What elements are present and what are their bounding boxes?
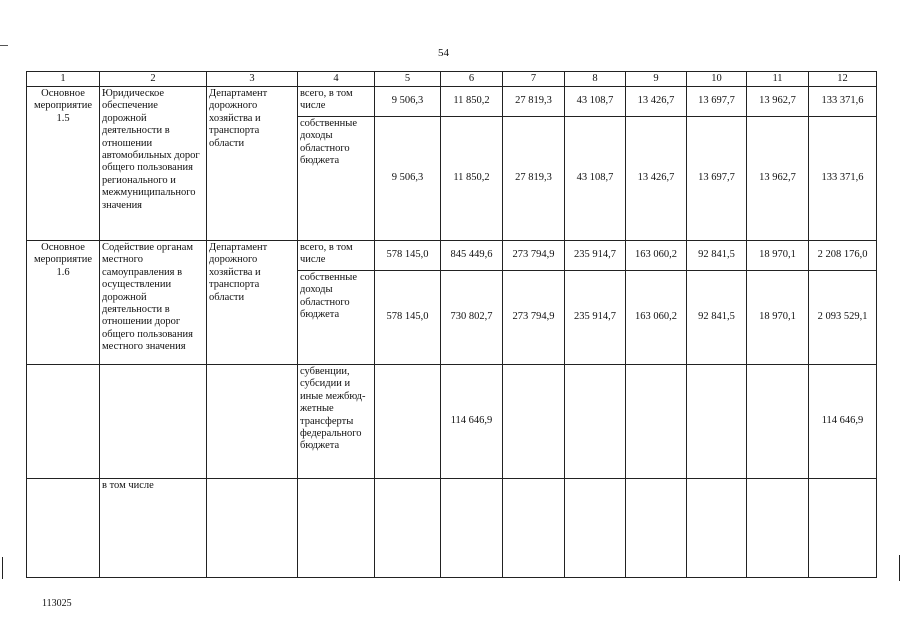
value-cell: 114 646,9 — [809, 365, 877, 479]
value-cell — [375, 365, 441, 479]
executor-cell: Департамент дорожного хозяйства и транспорта области — [207, 87, 298, 241]
value-cell: 18 970,1 — [747, 241, 809, 271]
value-cell: 578 145,0 — [375, 271, 441, 365]
value-cell: 43 108,7 — [565, 87, 626, 117]
table-row — [27, 241, 877, 271]
header-cell: 12 — [809, 72, 877, 87]
activity-name-cell: Содействие органам местного самоуправления в осуществлении дорожной деятельности в отношении дорог общего пользования местного значения — [100, 241, 207, 365]
funding-source-cell: всего, в том числе — [298, 87, 375, 117]
value-cell: 13 962,7 — [747, 117, 809, 241]
empty-cell — [441, 479, 503, 578]
value-cell: 18 970,1 — [747, 271, 809, 365]
empty-cell — [100, 365, 207, 479]
table-row — [27, 365, 877, 479]
empty-cell — [298, 479, 375, 578]
value-cell — [565, 365, 626, 479]
value-cell: 114 646,9 — [441, 365, 503, 479]
empty-cell — [27, 479, 100, 578]
value-cell: 92 841,5 — [687, 271, 747, 365]
header-cell: 8 — [565, 72, 626, 87]
header-cell: 9 — [626, 72, 687, 87]
value-cell: 9 506,3 — [375, 87, 441, 117]
value-cell: 845 449,6 — [441, 241, 503, 271]
budget-table — [26, 71, 877, 578]
value-cell: 235 914,7 — [565, 271, 626, 365]
value-cell: 11 850,2 — [441, 87, 503, 117]
value-cell — [626, 365, 687, 479]
value-cell — [747, 365, 809, 479]
funding-source-cell: собственные доходы областного бюджета — [298, 117, 375, 241]
header-cell: 1 — [27, 72, 100, 87]
header-cell: 2 — [100, 72, 207, 87]
value-cell: 13 697,7 — [687, 117, 747, 241]
header-cell: 3 — [207, 72, 298, 87]
empty-cell — [503, 479, 565, 578]
empty-cell — [207, 365, 298, 479]
value-cell: 43 108,7 — [565, 117, 626, 241]
scan-edge-mark — [2, 557, 3, 579]
value-cell: 273 794,9 — [503, 241, 565, 271]
page-number: 54 — [438, 47, 449, 59]
empty-cell — [207, 479, 298, 578]
header-row — [27, 72, 877, 87]
value-cell: 27 819,3 — [503, 117, 565, 241]
empty-cell — [687, 479, 747, 578]
document-code: 113025 — [42, 598, 72, 609]
margin-tick — [0, 45, 8, 46]
value-cell: 133 371,6 — [809, 87, 877, 117]
value-cell: 163 060,2 — [626, 271, 687, 365]
value-cell: 11 850,2 — [441, 117, 503, 241]
header-cell: 11 — [747, 72, 809, 87]
funding-source-cell: всего, в том числе — [298, 241, 375, 271]
value-cell: 273 794,9 — [503, 271, 565, 365]
value-cell: 578 145,0 — [375, 241, 441, 271]
activity-cell: Основное мероприятие 1.5 — [27, 87, 100, 241]
value-cell: 133 371,6 — [809, 117, 877, 241]
header-cell: 6 — [441, 72, 503, 87]
table-row — [27, 87, 877, 117]
empty-cell — [626, 479, 687, 578]
value-cell: 92 841,5 — [687, 241, 747, 271]
value-cell: 13 426,7 — [626, 117, 687, 241]
value-cell: 13 697,7 — [687, 87, 747, 117]
funding-source-cell: субвенции, субсидии и иные межбюд-жетные трансферты федерального бюджета — [298, 365, 375, 479]
funding-source-cell: собственные доходы областного бюджета — [298, 271, 375, 365]
value-cell — [503, 365, 565, 479]
table-row — [27, 479, 877, 578]
value-cell: 9 506,3 — [375, 117, 441, 241]
executor-cell: Департамент дорожного хозяйства и транспорта области — [207, 241, 298, 365]
value-cell: 730 802,7 — [441, 271, 503, 365]
empty-cell — [809, 479, 877, 578]
value-cell: 13 426,7 — [626, 87, 687, 117]
activity-name-cell: Юридическое обеспечение дорожной деятельности в отношении автомобильных дорог общего пользования регионального и межмуниципального значения — [100, 87, 207, 241]
value-cell: 13 962,7 — [747, 87, 809, 117]
value-cell: 2 208 176,0 — [809, 241, 877, 271]
value-cell: 163 060,2 — [626, 241, 687, 271]
value-cell: 2 093 529,1 — [809, 271, 877, 365]
header-cell: 5 — [375, 72, 441, 87]
value-cell — [687, 365, 747, 479]
header-cell: 4 — [298, 72, 375, 87]
empty-cell — [747, 479, 809, 578]
empty-cell — [565, 479, 626, 578]
header-cell: 7 — [503, 72, 565, 87]
empty-cell — [27, 365, 100, 479]
empty-cell — [375, 479, 441, 578]
header-cell: 10 — [687, 72, 747, 87]
value-cell: 235 914,7 — [565, 241, 626, 271]
value-cell: 27 819,3 — [503, 87, 565, 117]
scan-edge-mark — [899, 555, 900, 581]
activity-name-cell: в том числе — [100, 479, 207, 578]
activity-cell: Основное мероприятие 1.6 — [27, 241, 100, 365]
